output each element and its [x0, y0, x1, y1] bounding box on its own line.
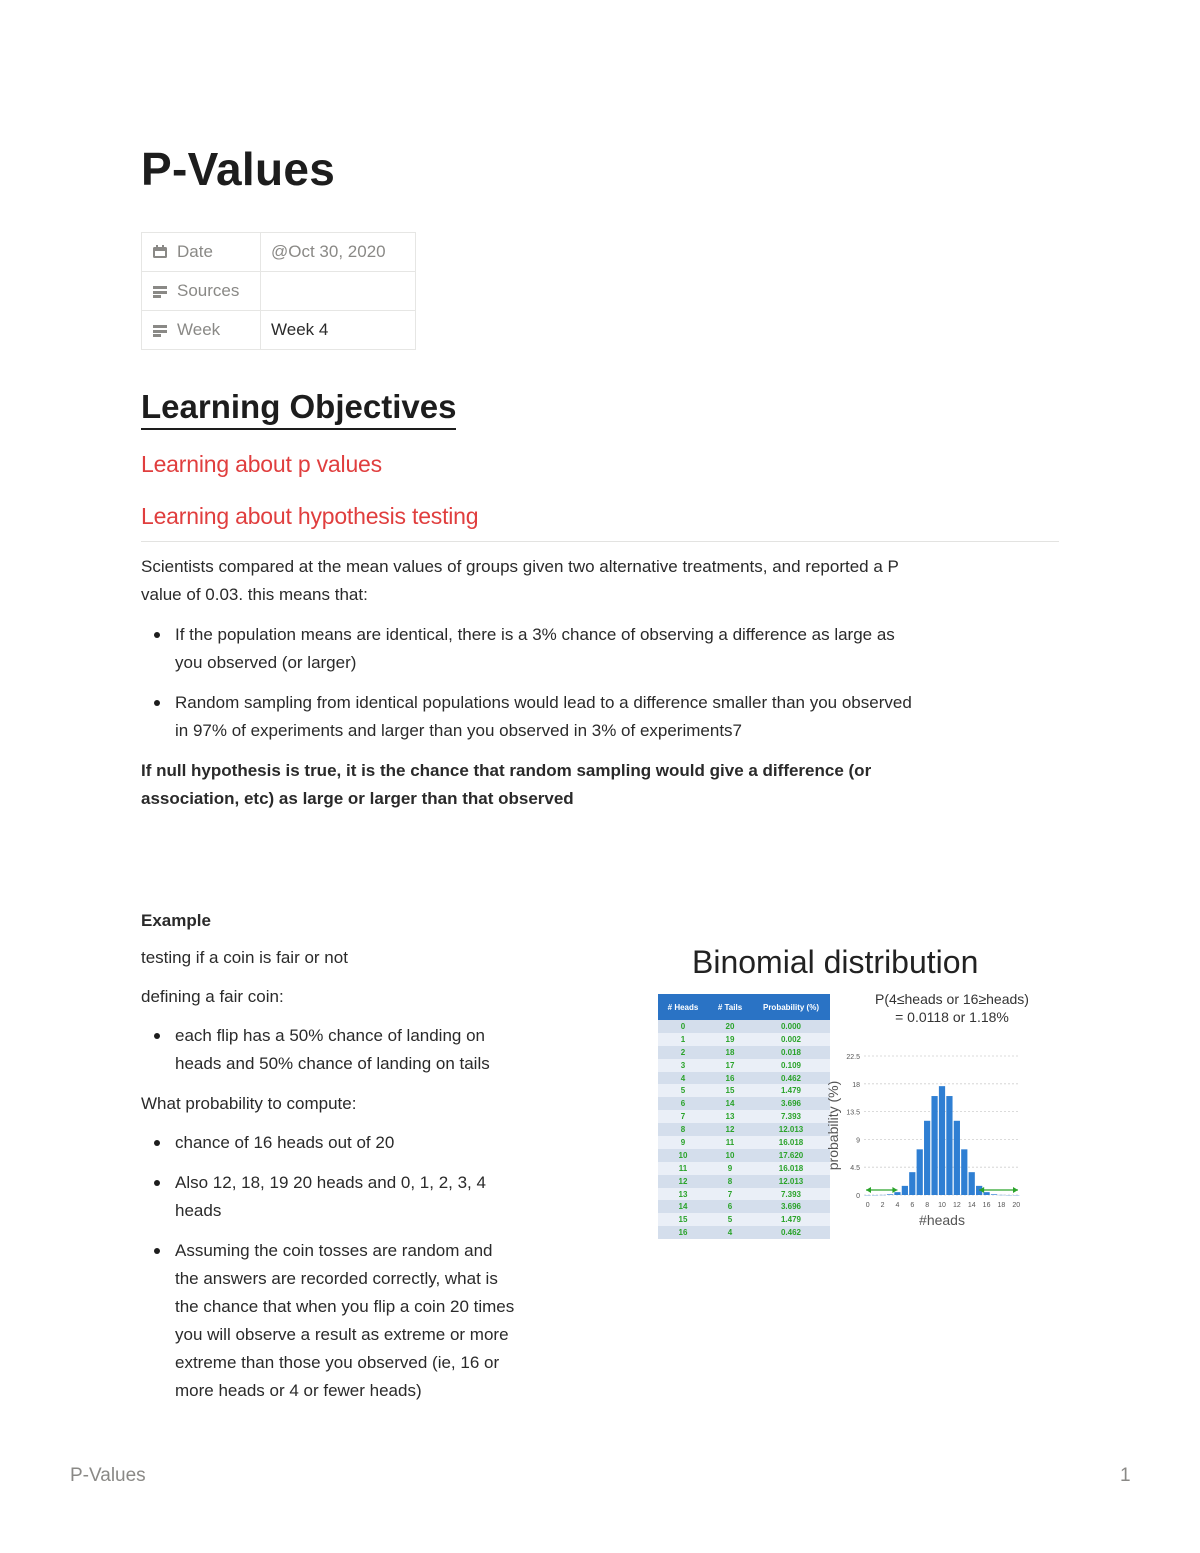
binomial-table [658, 994, 830, 1239]
table-row [658, 1162, 830, 1175]
column-header: # Tails [708, 994, 752, 1020]
definition-bold-text: If null hypothesis is true, it is the chance that random sampling would give a difference (or association, etc) as large or larger than that observed [141, 761, 872, 808]
table-cell: 17 [708, 1059, 752, 1072]
property-name-cell [142, 272, 261, 311]
table-cell: 0.002 [752, 1033, 830, 1046]
property-value[interactable] [261, 272, 416, 311]
table-row [658, 1188, 830, 1201]
x-tick-label: 6 [910, 1202, 915, 1209]
list-item: Also 12, 18, 19 20 heads and 0, 1, 2, 3, 4 heads [141, 1169, 601, 1225]
table-row [658, 1149, 830, 1162]
page-title: P-Values [141, 143, 336, 195]
list-item: each flip has a 50% chance of landing on heads and 50% chance of landing on tails [141, 1022, 601, 1078]
chart-bar [991, 1194, 997, 1195]
example-text: What probability to compute: [141, 1094, 357, 1113]
chart-bar [887, 1194, 893, 1195]
table-row [658, 1046, 830, 1059]
table-cell: 15 [658, 1213, 708, 1226]
table-cell: 16.018 [752, 1136, 830, 1149]
chart-bar [931, 1096, 937, 1195]
divider [141, 541, 1059, 542]
table-cell: 5 [708, 1213, 752, 1226]
table-cell: 16 [708, 1072, 752, 1085]
table-cell: 11 [708, 1136, 752, 1149]
table-row [658, 1123, 830, 1136]
y-tick-label: 4.5 [850, 1165, 860, 1173]
table-row [658, 1200, 830, 1213]
column-header: # Heads [658, 994, 708, 1020]
table-cell: 3.696 [752, 1200, 830, 1213]
footer-title: P-Values [70, 1465, 146, 1486]
table-cell: 13 [658, 1188, 708, 1201]
table-cell: 12.013 [752, 1123, 830, 1136]
table-row [658, 1072, 830, 1085]
x-tick-label: 0 [865, 1202, 870, 1209]
table-row [658, 1097, 830, 1110]
table-cell: 17.620 [752, 1149, 830, 1162]
example-text: testing if a coin is fair or not [141, 948, 348, 967]
calendar-icon [152, 245, 168, 259]
table-header-row [658, 994, 830, 1020]
list-item: chance of 16 heads out of 20 [141, 1129, 601, 1157]
table-cell: 4 [658, 1072, 708, 1085]
list-item: Random sampling from identical populations would lead to a difference smaller than you observed in 97% of experiments and larger than you observed in 3% of experiments7 [141, 689, 1061, 745]
table-cell: 7.393 [752, 1188, 830, 1201]
list-item: If the population means are identical, there is a 3% chance of observing a difference as large as you observed (or larger) [141, 621, 1061, 677]
left-arrow-head [866, 1187, 871, 1193]
property-name: Sources [177, 281, 240, 300]
page-number: 1 [1120, 1465, 1131, 1486]
intro-paragraph: Scientists compared at the mean values of groups given two alternative treatments, and reported a P value of 0.03. this means that: [141, 557, 899, 604]
table-cell: 0.018 [752, 1046, 830, 1059]
x-tick-label: 12 [952, 1202, 961, 1209]
section-heading: Learning Objectives [141, 388, 456, 430]
table-cell: 7 [708, 1188, 752, 1201]
binomial-bar-chart [825, 991, 1054, 1262]
table-cell: 5 [658, 1084, 708, 1097]
table-cell: 8 [658, 1123, 708, 1136]
table-row [658, 1213, 830, 1226]
table-cell: 7.393 [752, 1110, 830, 1123]
x-tick-label: 2 [880, 1202, 885, 1209]
y-axis-label: probability (%) [825, 1080, 841, 1171]
intro-bullet-list [141, 621, 1061, 757]
fair-coin-bullet-list [141, 1022, 601, 1090]
chart-bar [909, 1172, 915, 1195]
table-cell: 8 [708, 1175, 752, 1188]
table-cell: 12.013 [752, 1175, 830, 1188]
x-tick-label: 4 [895, 1202, 900, 1209]
properties-table [141, 232, 416, 350]
x-tick-label: 8 [925, 1202, 930, 1209]
table-cell: 1.479 [752, 1213, 830, 1226]
y-tick-label: 0 [856, 1193, 860, 1200]
table-cell: 12 [658, 1175, 708, 1188]
y-tick-label: 9 [856, 1137, 860, 1145]
table-cell: 18 [708, 1046, 752, 1059]
table-cell: 19 [708, 1033, 752, 1046]
property-row-week[interactable] [142, 311, 416, 350]
table-cell: 0.462 [752, 1226, 830, 1239]
text-lines-icon [152, 284, 168, 298]
table-cell: 0.000 [752, 1020, 830, 1033]
table-cell: 1 [658, 1033, 708, 1046]
table-cell: 16.018 [752, 1162, 830, 1175]
chart-bar [894, 1192, 900, 1195]
property-row-date[interactable] [142, 233, 416, 272]
property-name: Week [177, 320, 221, 339]
property-name-cell [142, 233, 261, 272]
chart-annotation: P(4≤heads or 16≥heads) [875, 991, 1029, 1007]
table-cell: 3.696 [752, 1097, 830, 1110]
left-arrow-head [892, 1187, 897, 1193]
y-tick-label: 22.5 [846, 1054, 860, 1061]
table-cell: 10 [708, 1149, 752, 1162]
property-name-cell [142, 311, 261, 350]
chart-bar [917, 1149, 923, 1195]
table-cell: 3 [658, 1059, 708, 1072]
example-label: Example [141, 911, 211, 930]
table-row [658, 1059, 830, 1072]
chart-bar [939, 1086, 945, 1195]
table-row [658, 1226, 830, 1239]
subheading-hypothesis-testing: Learning about hypothesis testing [141, 503, 479, 529]
table-cell: 1.479 [752, 1084, 830, 1097]
y-tick-label: 13.5 [846, 1109, 860, 1117]
chart-annotation: = 0.0118 or 1.18% [895, 1009, 1009, 1025]
x-tick-label: 20 [1012, 1202, 1021, 1209]
x-tick-label: 14 [967, 1202, 976, 1209]
table-cell: 0.109 [752, 1059, 830, 1072]
compute-bullet-list [141, 1129, 601, 1417]
column-header: Probability (%) [752, 994, 830, 1020]
chart-bar [983, 1192, 989, 1195]
chart-bar [946, 1096, 952, 1195]
table-cell: 0 [658, 1020, 708, 1033]
table-cell: 10 [658, 1149, 708, 1162]
right-arrow-head [1013, 1187, 1018, 1193]
chart-bar [969, 1172, 975, 1195]
property-value[interactable]: Week 4 [261, 311, 416, 350]
table-row [658, 1110, 830, 1123]
table-cell: 13 [708, 1110, 752, 1123]
property-name: Date [177, 242, 213, 261]
example-text: defining a fair coin: [141, 987, 284, 1006]
table-cell: 16 [658, 1226, 708, 1239]
table-cell: 11 [658, 1162, 708, 1175]
chart-bar [961, 1149, 967, 1195]
table-cell: 20 [708, 1020, 752, 1033]
figure-title: Binomial distribution [692, 944, 979, 980]
binomial-figure [654, 940, 1054, 1260]
x-tick-label: 10 [938, 1202, 946, 1209]
table-cell: 0.462 [752, 1072, 830, 1085]
list-item: Assuming the coin tosses are random and the answers are recorded correctly, what is the chance that when you flip a coin 20 times you will observe a result as extreme or more extreme than those you observed (ie, 16 or more heads or 4 or fewer heads) [141, 1237, 601, 1405]
table-cell: 15 [708, 1084, 752, 1097]
table-cell: 2 [658, 1046, 708, 1059]
x-tick-label: 18 [997, 1202, 1006, 1209]
table-cell: 14 [708, 1097, 752, 1110]
chart-bar [954, 1121, 960, 1195]
table-cell: 6 [658, 1097, 708, 1110]
chart-bar [924, 1121, 930, 1195]
x-tick-label: 16 [982, 1202, 991, 1209]
table-row [658, 1020, 830, 1033]
table-cell: 12 [708, 1123, 752, 1136]
subheading-p-values: Learning about p values [141, 451, 382, 477]
text-lines-icon [152, 323, 168, 337]
table-row [658, 1033, 830, 1046]
table-cell: 6 [708, 1200, 752, 1213]
x-axis-label: #heads [919, 1212, 965, 1228]
y-tick-label: 18 [852, 1081, 860, 1089]
table-cell: 4 [708, 1226, 752, 1239]
table-cell: 9 [658, 1136, 708, 1149]
table-row [658, 1084, 830, 1097]
property-row-sources[interactable] [142, 272, 416, 311]
table-row [658, 1175, 830, 1188]
table-cell: 9 [708, 1162, 752, 1175]
table-cell: 7 [658, 1110, 708, 1123]
table-row [658, 1136, 830, 1149]
chart-bar [902, 1186, 908, 1195]
property-value[interactable]: @Oct 30, 2020 [261, 233, 416, 272]
table-cell: 14 [658, 1200, 708, 1213]
